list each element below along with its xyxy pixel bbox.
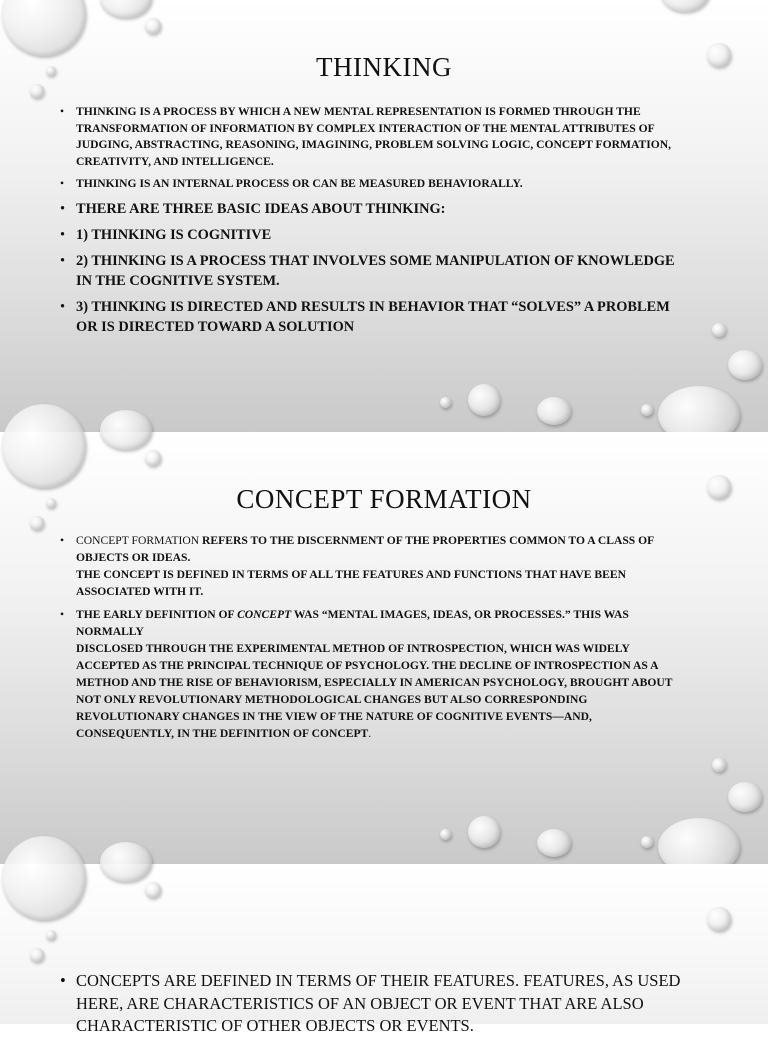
water-drop-decoration: [660, 0, 710, 12]
slide-title: CONCEPT FORMATION: [236, 484, 532, 514]
water-drop-decoration: [145, 450, 161, 466]
paragraph-text: METHOD AND THE RISE OF BEHAVIORISM, ESPECIALLY IN AMERICAN PSYCHOLOGY, BROUGHT ABOUT NOT ONLY REVOLUTIONARY METHODOLOGICAL CHANGES BUT ALSO CORRESPONDING REVOLUTIONARY CHANGES IN THE VIEW OF THE NATURE OF COGNITIVE EVENTS—AND, CONSEQUENTLY, IN THE DEFINITION OF CONCEPT: [76, 676, 673, 740]
slide-title: THINKING: [316, 52, 452, 82]
water-drop-decoration: [440, 829, 451, 840]
list-item: [60, 606, 690, 742]
slide-thinking: [0, 0, 768, 432]
water-drop-decoration: [30, 948, 44, 962]
paragraph-text: DISCLOSED THROUGH THE EXPERIMENTAL METHOD OF INTROSPECTION, WHICH WAS WIDELY ACCEPTED AS THE PRINCIPAL TECHNIQUE OF PSYCHOLOGY. THE DECLINE OF INTROSPECTION AS A: [76, 642, 659, 672]
water-drop-decoration: [30, 84, 44, 98]
water-drop-decoration: [30, 516, 44, 530]
water-drop-decoration: [537, 829, 571, 857]
list-item: • THINKING IS A PROCESS BY WHICH A NEW MENTAL REPRESENTATION IS FORMED THROUGH THE TRANSFORMATION OF INFORMATION BY COMPLEX INTERACTION OF THE MENTAL ATTRIBUTES OF JUDGING, ABSTRACTING, REASONING, IMAGINING, PROBLEM SOLVING LOGIC, CONCEPT FORMATION, CREATIVITY, AND INTELLIGENCE.: [60, 104, 690, 170]
water-drop-decoration: [100, 842, 152, 882]
list-item: • THERE ARE THREE BASIC IDEAS ABOUT THINKING:: [60, 199, 690, 219]
water-drop-decoration: [100, 0, 152, 18]
water-drop-decoration: [145, 882, 161, 898]
bullet-list: [60, 532, 690, 748]
definition-text: REFERS TO THE DISCERNMENT OF THE PROPERTIES COMMON TO A CLASS OF OBJECTS OR IDEAS.: [76, 534, 654, 564]
water-drop-decoration: [468, 384, 500, 416]
bullet-list: [60, 970, 690, 1038]
water-drop-decoration: [2, 836, 86, 920]
slide-concept-formation: [0, 432, 768, 864]
water-drop-decoration: [468, 816, 500, 848]
water-drop-decoration: [712, 758, 726, 772]
water-drop-decoration: [641, 836, 653, 848]
water-drop-decoration: [712, 323, 726, 337]
list-item: • 2) THINKING IS A PROCESS THAT INVOLVES SOME MANIPULATION OF KNOWLEDGE IN THE COGNITIVE SYSTEM.: [60, 251, 690, 291]
list-item: [60, 532, 690, 600]
paragraph-end: .: [368, 727, 372, 740]
list-item: • THINKING IS AN INTERNAL PROCESS OR CAN BE MEASURED BEHAVIORALLY.: [60, 176, 690, 193]
water-drop-decoration: [100, 410, 152, 450]
list-item: • CONCEPTS ARE DEFINED IN TERMS OF THEIR FEATURES. FEATURES, AS USED HERE, ARE CHARACTERISTICS OF AN OBJECT OR EVENT THAT ARE ALSO CHARACTERISTIC OF OTHER OBJECTS OR EVENTS.: [60, 970, 690, 1038]
paragraph-text: THE EARLY DEFINITION OF: [76, 608, 238, 621]
definition-text: THE CONCEPT IS DEFINED IN TERMS OF ALL THE FEATURES AND FUNCTIONS THAT HAVE BEEN ASSOCIATED WITH IT.: [76, 568, 626, 598]
bullet-list: [60, 104, 690, 343]
water-drop-decoration: [2, 0, 86, 56]
list-item: • 3) THINKING IS DIRECTED AND RESULTS IN BEHAVIOR THAT “SOLVES” A PROBLEM OR IS DIRECTED TOWARD A SOLUTION: [60, 297, 690, 337]
water-drop-decoration: [440, 397, 451, 408]
water-drop-decoration: [728, 782, 762, 812]
water-drop-decoration: [2, 404, 86, 488]
water-drop-decoration: [46, 930, 56, 940]
water-drop-decoration: [145, 18, 161, 34]
water-drop-decoration: [537, 397, 571, 425]
water-drop-decoration: [707, 907, 731, 931]
term-concept-formation: CONCEPT FORMATION: [76, 534, 200, 547]
water-drop-decoration: [728, 350, 762, 380]
term-concept: CONCEPT: [237, 608, 292, 621]
list-item: • 1) THINKING IS COGNITIVE: [60, 225, 690, 245]
water-drop-decoration: [641, 404, 653, 416]
slide-concepts-features: [0, 864, 768, 1035]
paragraph-text: WAS “MENTAL IMAGES, IDEAS, OR PROCESSES.” THIS WAS NORMALLY: [76, 608, 629, 638]
